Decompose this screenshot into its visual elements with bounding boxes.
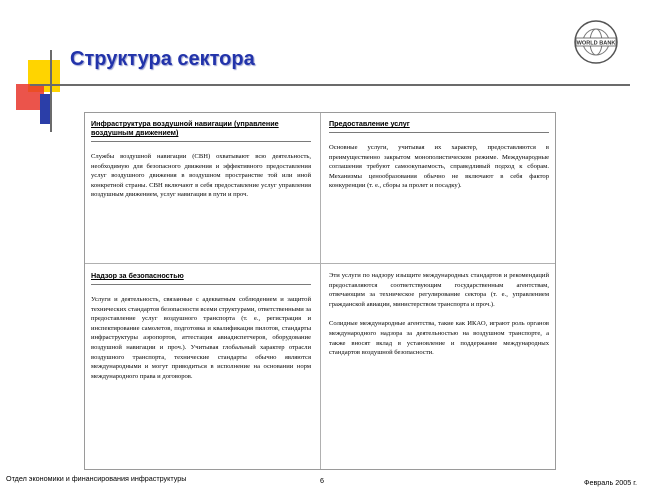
structure-table: [84, 112, 556, 470]
decor-vertical-line: [50, 50, 52, 132]
cell-oversight-agencies: [323, 265, 555, 469]
cell-body: Службы воздушной навигации (СВН) охватывают всю деятельность, необходимую для безопасного движения и эффективного предоставления услуг воздушного движения в воздушном пространстве той или иной конкретной страны. СВН включают в себя предоставление услуг управления воздушным движением, услуг навигации в пути и проч.: [91, 153, 311, 199]
footer-department: Отдел экономики и финансирования инфраструктуры: [6, 474, 187, 483]
cell-paragraph: Эти услуги по надзору изыщите международных стандартов и рекомендаций предоставляются соответствующим государственным агентствам, отвечающим за техническое регулирование сектора (т. е., управлением гражданской авиации, министерством транспорта и проч.).: [329, 272, 549, 308]
world-bank-logo-icon: [572, 18, 620, 66]
cell-paragraph: Солидные международные агентства, такие как ИКАО, играют роль органов международного надзора за деятельностью на воздушном транспорте, а также вносят вклад в установление и поддержание международных стандартов воздушной безопасности.: [329, 320, 549, 357]
cell-heading: Предоставление услуг: [329, 119, 410, 128]
table-divider-vertical: [320, 113, 321, 469]
footer-date: Февраль 2005 г.: [584, 478, 637, 487]
cell-safety-oversight: [85, 265, 317, 469]
cell-heading: Инфраструктура воздушной навигации (управление воздушным движением): [91, 119, 279, 137]
decor-horizontal-line: [30, 84, 630, 86]
cell-body: Основные услуги, учитывая их характер, предоставляются в преимущественно закрытом монополистическом режиме. Международные соглашения требуют самоокупаемость, справедливый подход к сборам. Механизмы ценообразования обычно не включают в себя фактор конкуренции (т. е., сборы за пролет и посадку).: [329, 144, 549, 190]
cell-air-navigation: [85, 113, 317, 265]
cell-heading: Надзор за безопасностью: [91, 271, 184, 280]
slide-title: Структура сектора: [70, 48, 255, 70]
cell-rule: [329, 132, 549, 133]
cell-rule: [91, 284, 311, 285]
cell-service-provision: [323, 113, 555, 265]
cell-rule: [91, 141, 311, 142]
logo-text: WORLD BANK: [576, 40, 616, 47]
page-number: 6: [320, 476, 324, 485]
cell-body: Услуги и деятельность, связанные с адекватным соблюдением и защитой технических стандартов безопасности всеми структурами, ответственными за предоставление услуг воздушного транспорта (т. е., регистрация и инспектирование самолетов, подготовка и квалификация пилотов, стандарты инфраструктуры аэропортов, аттестация авиадиспетчеров, оборудование воздушной навигации и проч.). Учитывая глобальный характер отрасли воздушного транспорта, технические стандарты обычно являются международными и могут приводиться в исполнение на основании норм международного права и договоров.: [91, 296, 311, 380]
